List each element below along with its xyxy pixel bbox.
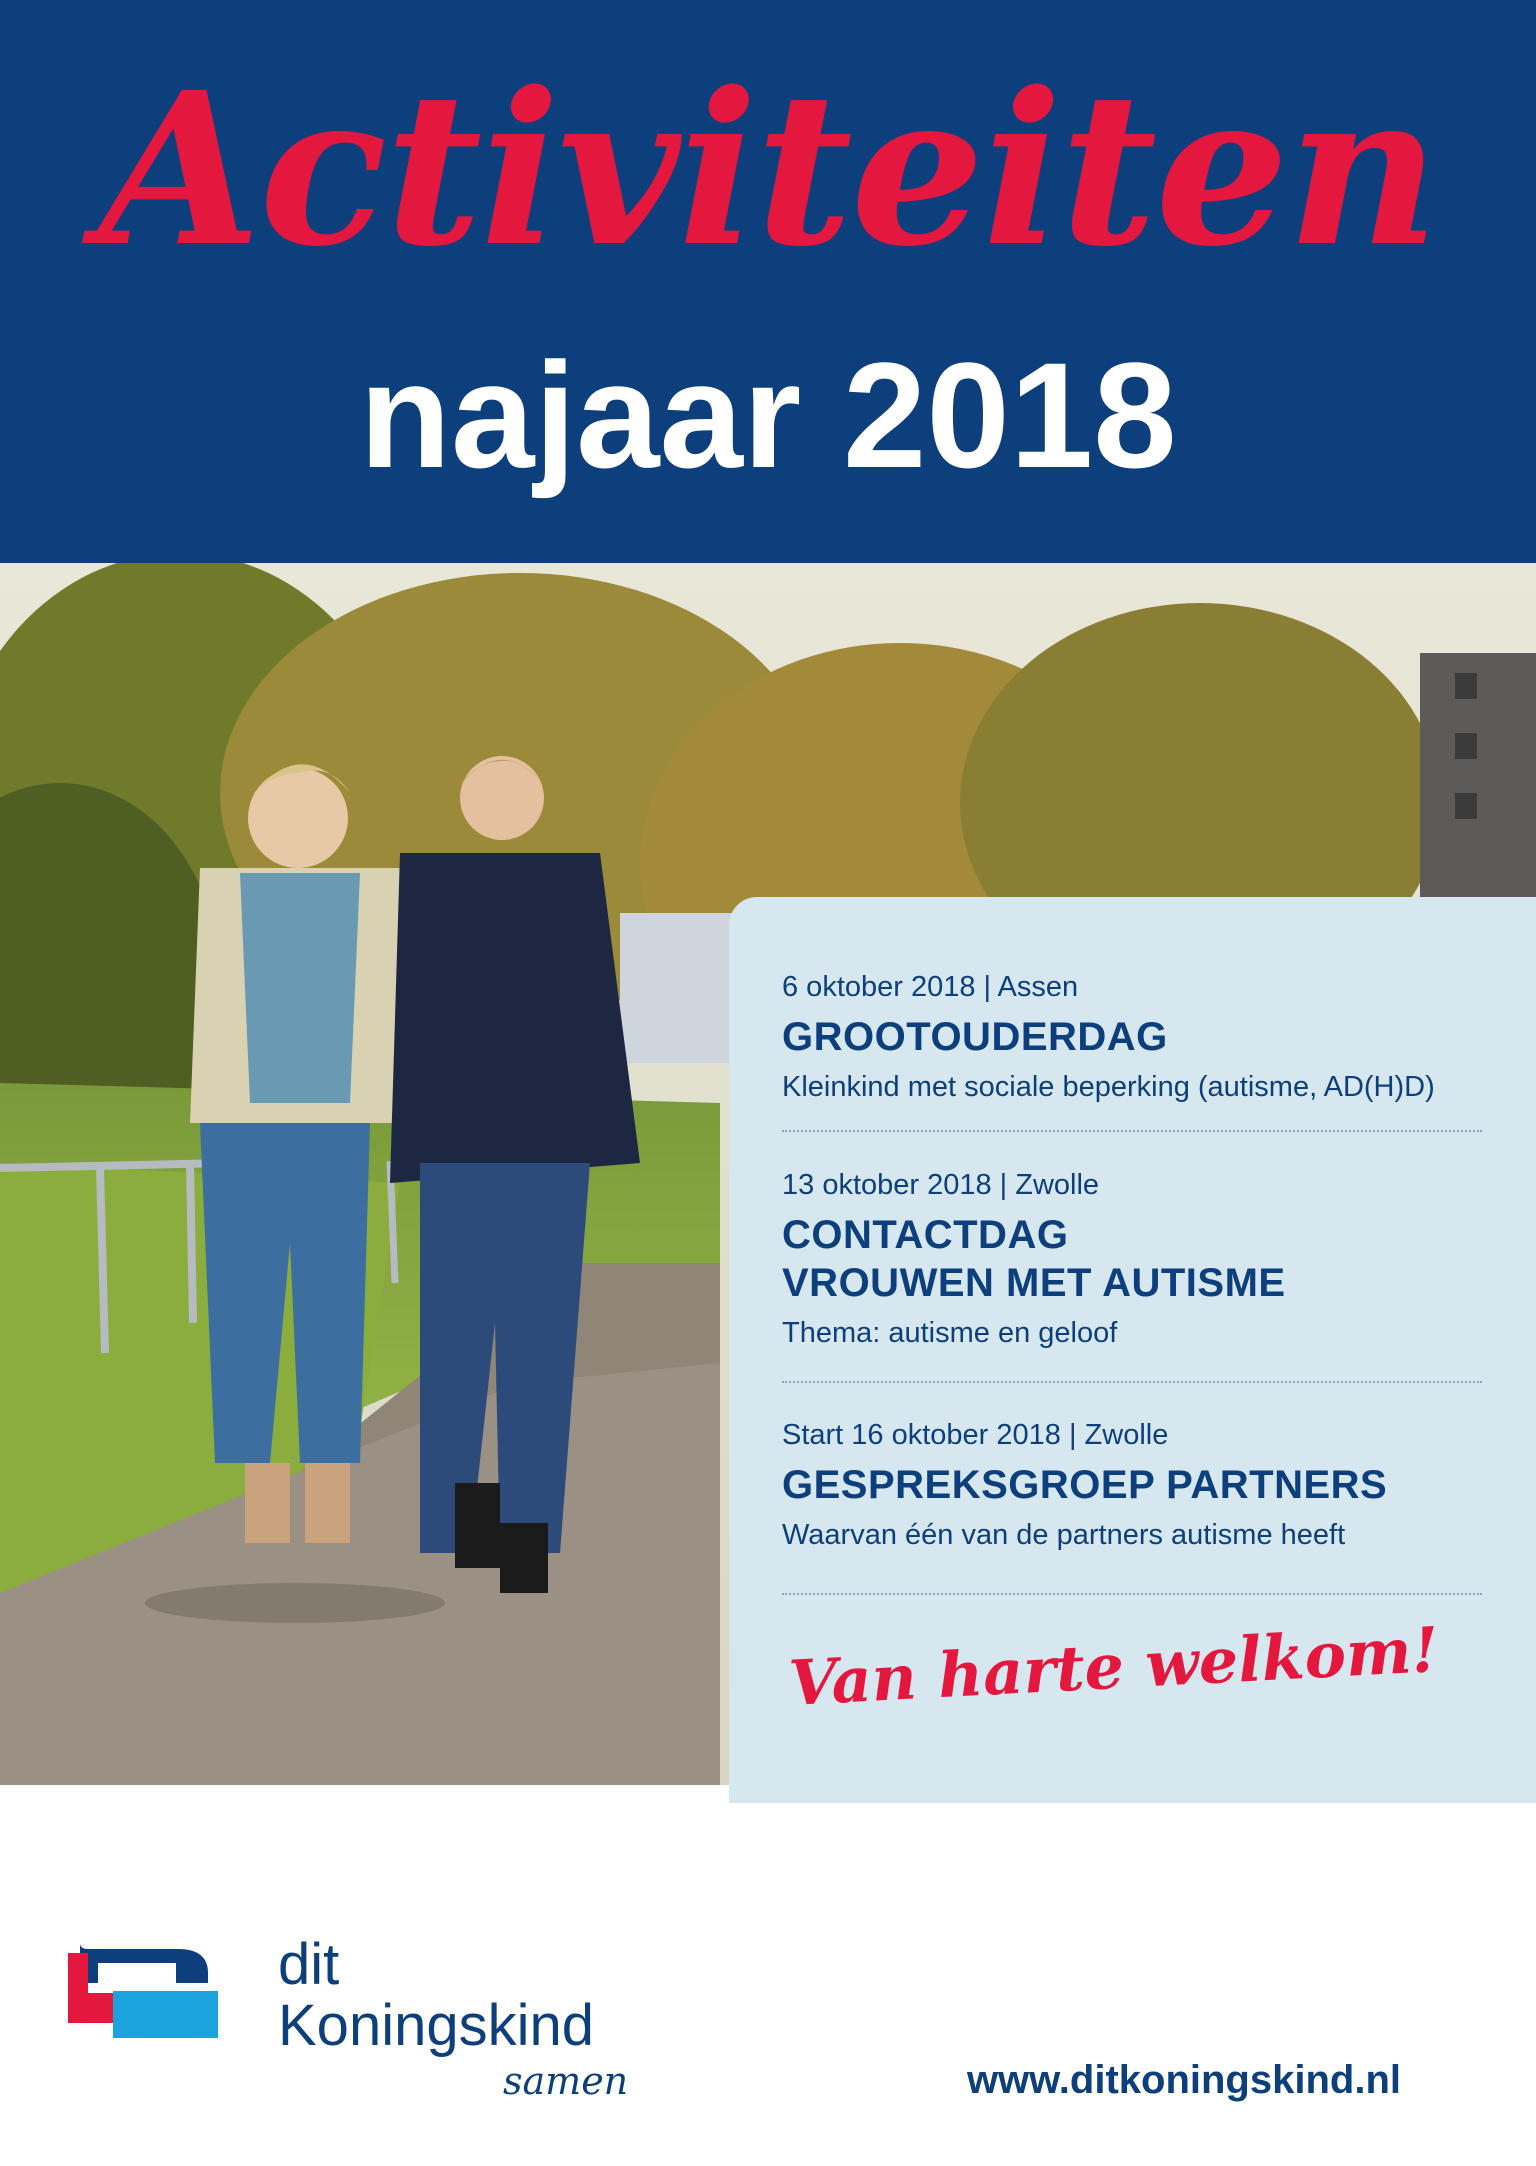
- divider: [782, 1130, 1482, 1132]
- event-title-line1: CONTACTDAG: [782, 1213, 1069, 1257]
- divider: [782, 1381, 1482, 1383]
- event-date: 6 oktober 2018 | Assen: [782, 971, 1079, 1003]
- page-title: Activiteiten: [98, 46, 1438, 293]
- brand-line3: samen: [503, 2059, 629, 2103]
- event-title-line2: VROUWEN MET AUTISME: [782, 1261, 1286, 1305]
- header-banner: [0, 0, 1536, 563]
- events-panel: [729, 897, 1536, 1803]
- koningskind-logo-icon: [68, 1873, 228, 2043]
- event-title: [782, 1211, 1482, 1307]
- event-gespreksgroep: [782, 1417, 1482, 1553]
- event-description: Kleinkind met sociale beperking (autisme, AD(H)D): [782, 1071, 1435, 1103]
- divider: [782, 1593, 1482, 1595]
- event-title: GESPREKSGROEP PARTNERS: [782, 1463, 1388, 1507]
- welcome-text: Van harte welkom!: [787, 1613, 1441, 1720]
- event-title: GROOTOUDERDAG: [782, 1015, 1168, 1059]
- event-description: Thema: autisme en geloof: [782, 1317, 1118, 1349]
- page-subtitle: najaar 2018: [359, 331, 1177, 499]
- brand-line2: Koningskind: [278, 1993, 594, 2058]
- event-grootouderdag: [782, 969, 1482, 1105]
- website-link[interactable]: www.ditkoningskind.nl: [966, 2058, 1401, 2102]
- event-date: Start 16 oktober 2018 | Zwolle: [782, 1419, 1169, 1451]
- event-description: Waarvan één van de partners autisme heeft: [782, 1519, 1346, 1551]
- brand-line1: dit: [278, 1932, 340, 1997]
- event-contactdag: [782, 1167, 1482, 1351]
- event-date: 13 oktober 2018 | Zwolle: [782, 1169, 1100, 1201]
- brand-name: [278, 1932, 629, 2103]
